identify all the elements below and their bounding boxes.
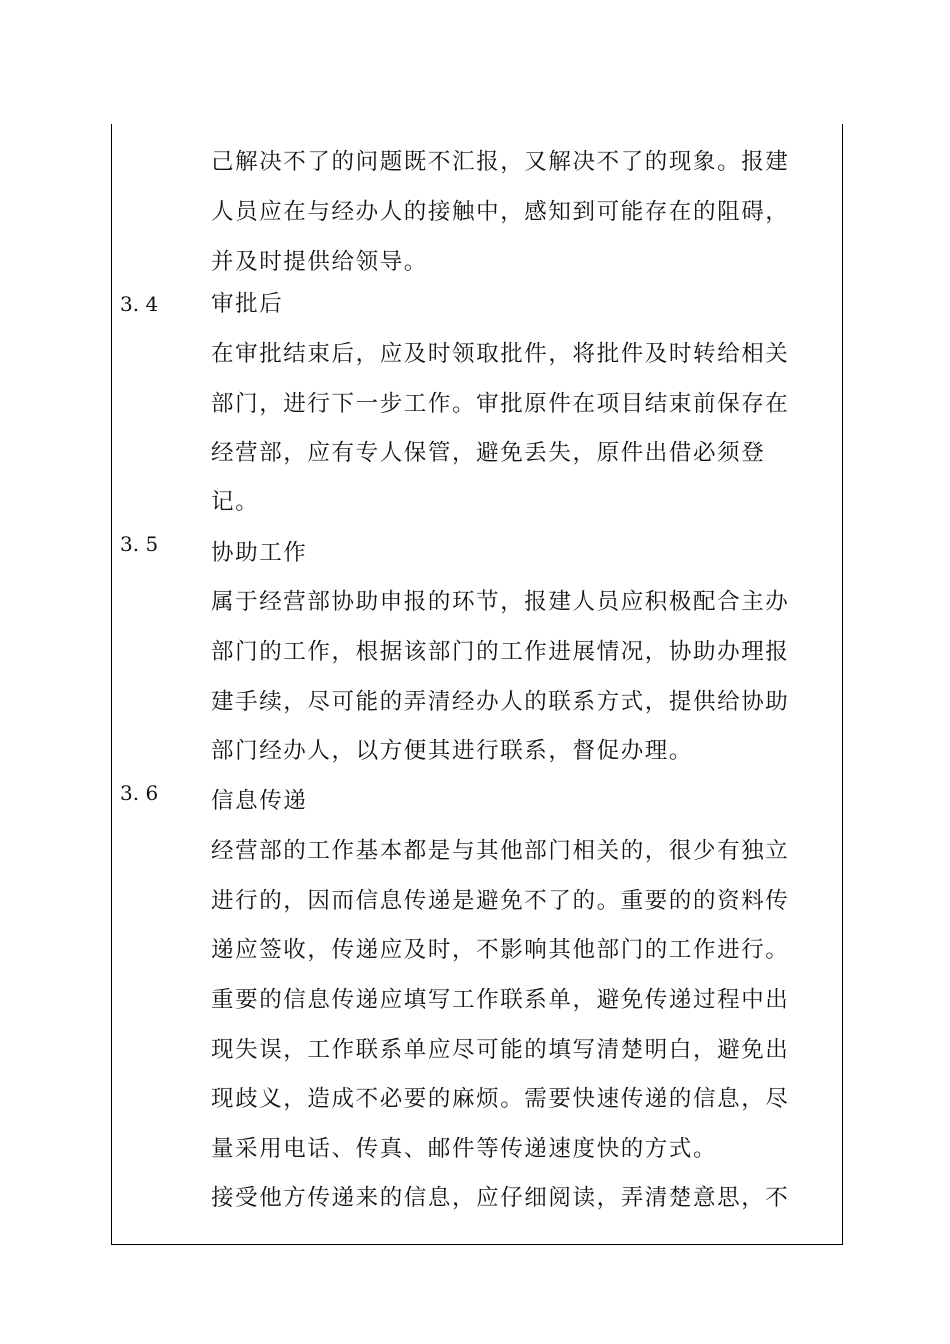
section-3-4-line-2: 部门，进行下一步工作。审批原件在项目结束前保存在 bbox=[211, 391, 790, 417]
section-heading-3-4: 审批后 bbox=[211, 291, 284, 317]
intro-line-2: 人员应在与经办人的接触中，感知到可能存在的阻碍， bbox=[211, 199, 790, 225]
section-3-5-line-4: 部门经办人，以方便其进行联系，督促办理。 bbox=[211, 738, 694, 764]
intro-line-1: 己解决不了的问题既不汇报，又解决不了的现象。报建 bbox=[211, 149, 790, 175]
section-heading-3-6: 信息传递 bbox=[211, 788, 308, 814]
section-number-3-6: 3. 6 bbox=[120, 781, 159, 805]
intro-line-3: 并及时提供给领导。 bbox=[211, 249, 428, 275]
section-3-6-line-2: 进行的，因而信息传递是避免不了的。重要的的资料传 bbox=[211, 888, 790, 914]
section-3-6-line-6: 现歧义，造成不必要的麻烦。需要快速传递的信息，尽 bbox=[211, 1086, 790, 1112]
section-3-5-line-1: 属于经营部协助申报的环节，报建人员应积极配合主办 bbox=[211, 589, 790, 615]
section-3-6-line-3: 递应签收，传递应及时，不影响其他部门的工作进行。 bbox=[211, 937, 790, 963]
section-3-6-line-8: 接受他方传递来的信息，应仔细阅读，弄清楚意思，不 bbox=[211, 1185, 790, 1211]
section-3-6-line-5: 现失误，工作联系单应尽可能的填写清楚明白，避免出 bbox=[211, 1037, 790, 1063]
section-number-3-5: 3. 5 bbox=[120, 532, 159, 556]
section-3-4-line-1: 在审批结束后，应及时领取批件，将批件及时转给相关 bbox=[211, 341, 790, 367]
section-3-4-line-4: 记。 bbox=[211, 489, 260, 515]
section-3-5-line-2: 部门的工作，根据该部门的工作进展情况，协助办理报 bbox=[211, 639, 790, 665]
section-heading-3-5: 协助工作 bbox=[211, 540, 308, 566]
section-number-3-4: 3. 4 bbox=[120, 292, 159, 316]
section-3-6-line-1: 经营部的工作基本都是与其他部门相关的，很少有独立 bbox=[211, 838, 790, 864]
section-3-6-line-7: 量采用电话、传真、邮件等传递速度快的方式。 bbox=[211, 1136, 718, 1162]
section-3-6-line-4: 重要的信息传递应填写工作联系单，避免传递过程中出 bbox=[211, 987, 790, 1013]
section-3-5-line-3: 建手续，尽可能的弄清经办人的联系方式，提供给协助 bbox=[211, 689, 790, 715]
section-3-4-line-3: 经营部，应有专人保管，避免丢失，原件出借必须登 bbox=[211, 440, 766, 466]
